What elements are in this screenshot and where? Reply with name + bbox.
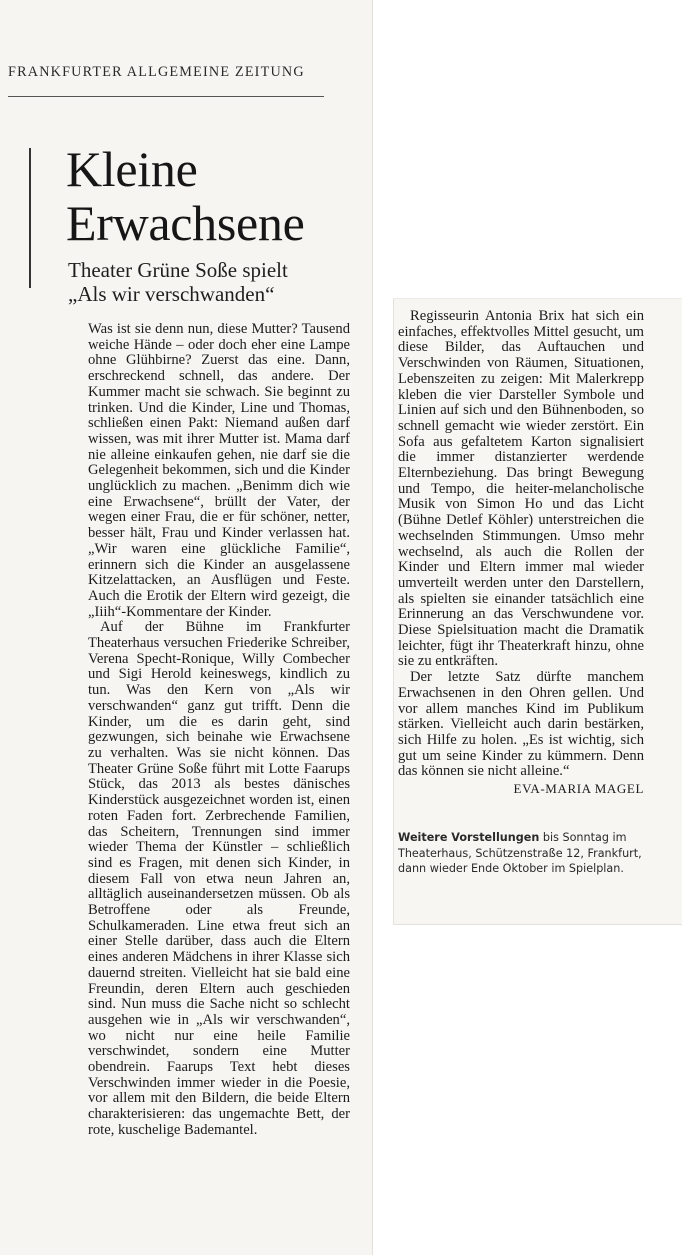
author-byline: EVA-MARIA MAGEL [513, 781, 644, 797]
body-paragraph: Regisseurin Antonia Brix hat sich ein einfaches, effektvolles Mittel gesucht, um diese Bilder, das Auftauchen und Verschwinden von Räumen, Situationen, Lebenszeiten zu zeigen: Mit Malerkrepp kleben die vier Darsteller Symbole und Linien auf sich und den Bühnenboden, so schnell gemacht wie wieder zerstört. Ein Sofa aus gefaltetem Karton signalisiert die immer distanzierter werdende Elternbeziehung. Das bringt Bewegung und Tempo, die heiter-melancholische Musik von Simon Ho und das Licht (Bühne Detlef Köhler) unterstreichen die wechselnden Stimmungen. Umso mehr wechselnd, als auch die Rollen der Kinder und Eltern immer mal wieder umverteilt werden unter den Darstellern, als spielten sie einander tatsächlich eine Erinnerung an das Verschwundene vor. Diese Spielsituation macht die Dramatik leichter, fügt ihr Theaterkraft hinzu, ohne sie zu entkräften. [398, 308, 644, 670]
article-headline [66, 142, 366, 250]
subhead-line-2: „Als wir verschwanden“ [68, 282, 275, 306]
masthead-rule [8, 96, 324, 97]
body-paragraph: Der letzte Satz dürfte manchem Erwachsenen in den Ohren gellen. Und vor allem manches Kind im Publikum stärken. Vielleicht auch darin bestärken, sich Hilfe zu holen. „Es ist wichtig, sich gut um seine Kinder zu kümmern. Denn das können sie nicht alleine.“ [398, 669, 644, 780]
body-paragraph: Was ist sie denn nun, diese Mutter? Tausend weiche Hände – oder doch eher eine Lampe ohne Glühbirne? Zuerst das eine. Dann, erschreckend schnell, das andere. Der Kummer macht sie schwach. Sie beginnt zu trinken. Und die Kinder, Line und Thomas, schließen einen Pakt: Niemand außen darf wissen, was mit ihrer Mutter ist. Mama darf nie alleine einkaufen gehen, nie darf sie die Gelegenheit bekommen, sich und die Kinder unglücklich zu machen. „Benimm dich wie eine Erwachsene“, brüllt der Vater, der wegen einer Frau, die er für schöner, netter, besser hält, Frau und Kinder verlassen hat. „Wir waren eine glückliche Familie“, erinnern sich die Kinder an ausgelassene Kitzelattacken, an Ausflügen und Feste. Auch die Erotik der Eltern wird gezeigt, die „Iiih“-Kommentare der Kinder. [88, 321, 350, 620]
article-subhead [68, 258, 368, 306]
info-lead: Weitere Vorstellungen [398, 831, 540, 844]
article-body-right [398, 309, 644, 797]
newspaper-masthead: FRANKFURTER ALLGEMEINE ZEITUNG [8, 64, 305, 80]
body-paragraph: Auf der Bühne im Frankfurter Theaterhaus versuchen Friederike Schreiber, Verena Specht-Ronique, Willy Combecher und Sigi Herold keineswegs, kindlich zu tun. Was den Kern von „Als wir verschwanden“ ganz gut trifft. Denn die Kinder, um die es darin geht, sind gezwungen, sich beinahe wie Erwachsene zu verhalten. Was sie nicht können. Das Theater Grüne Soße führt mit Lotte Faarups Stück, das 2013 als bestes dänisches Kinderstück ausgezeichnet worden ist, einen roten Faden fort. Zerbrechende Familien, das Scheitern, Trennungen sind immer wieder Thema der Künstler – schließlich sind es Fragen, mit denen sich Kinder, in diesem Fall von etwa neun Jahren an, alltäglich auseinandersetzen müssen. Ob als Betroffene oder als Freunde, Schulkameraden. Line etwa freut sich an einer Stelle darüber, dass auch die Eltern eines anderen Mädchens in ihrer Klasse sich dauernd streiten. Vielleicht hat sie bald eine Freundin, deren Eltern auch geschieden sind. Nun muss die Sache nicht so schlecht ausgehen wie in „Als wir verschwanden“, wo nicht nur eine heile Familie verschwindet, sondern eine Mutter obendrein. Faarups Text hebt dieses Verschwinden immer wieder in die Poesie, vor allem mit den Bildern, die beide Eltern charakterisieren: das ungemachte Bett, der rote, kuschelige Bademantel. [88, 619, 350, 1138]
performance-info [398, 830, 650, 877]
subhead-line-1: Theater Grüne Soße spielt [68, 258, 288, 282]
headline-line-2: Erwachsene [66, 195, 305, 251]
headline-line-1: Kleine [66, 141, 198, 197]
article-body-left [88, 322, 350, 1139]
headline-margin-bar [29, 148, 31, 288]
info-text: bis Sonntag im Theaterhaus, Schützenstraße 12, Frankfurt, dann wieder Ende Oktober im Spielplan. [398, 831, 642, 875]
